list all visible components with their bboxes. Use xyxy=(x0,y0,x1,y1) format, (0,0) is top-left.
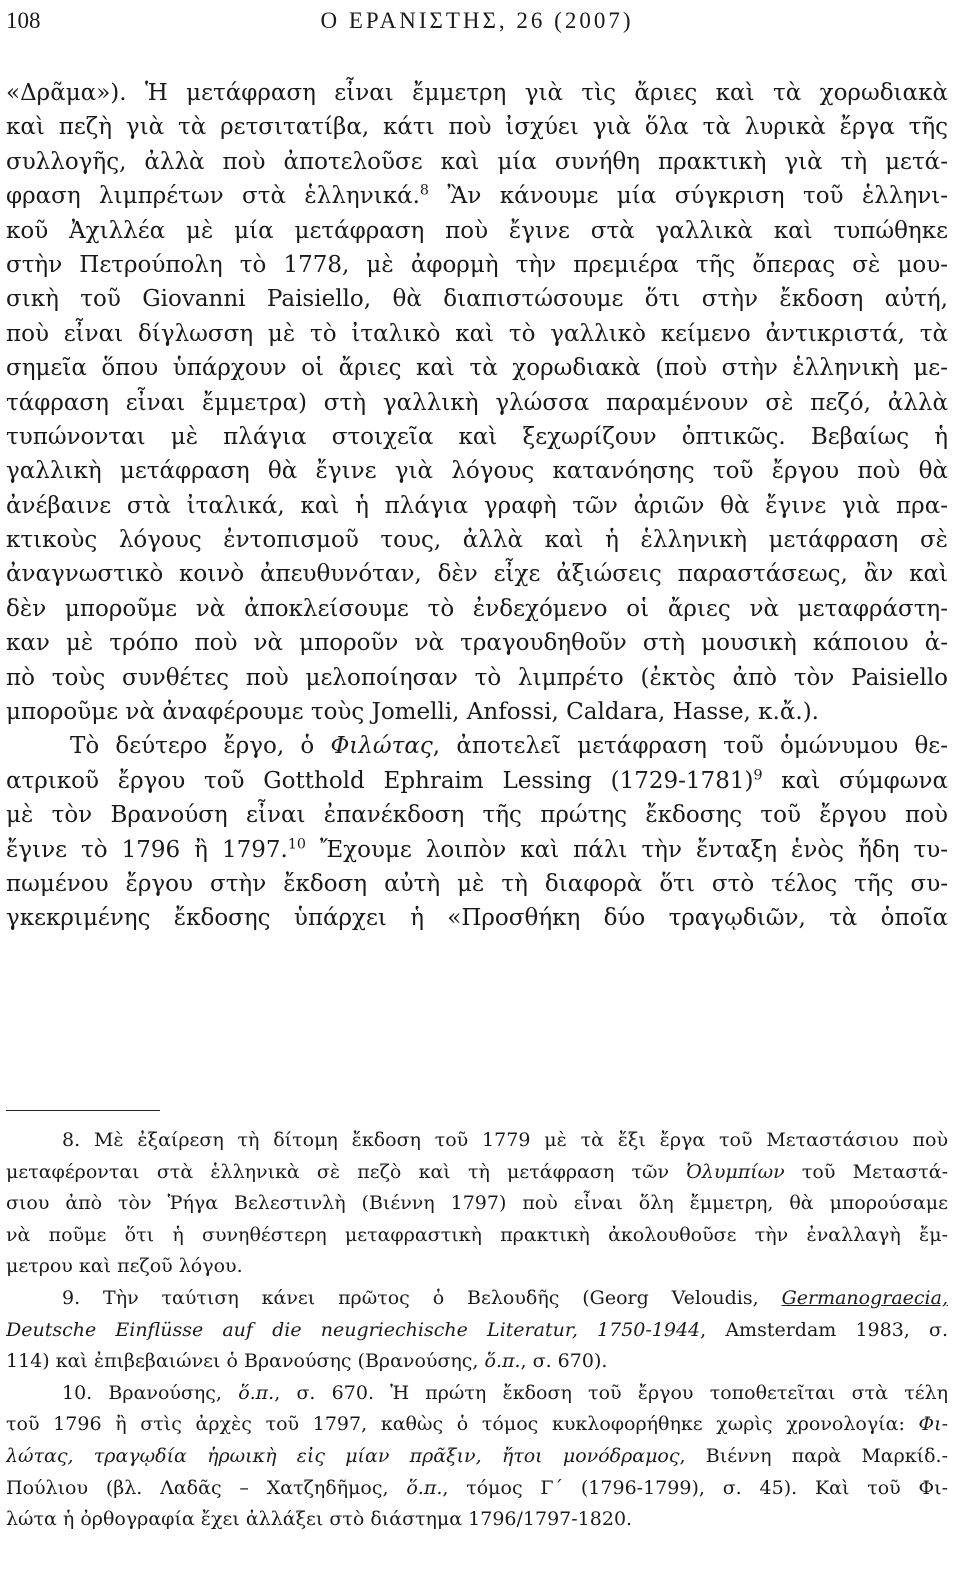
text-run: , Βιέννη παρὰ Μαρκίδ.- xyxy=(679,1444,948,1467)
body-line: κοῦ Ἀχιλλέα μὲ μία μετάφραση ποὺ ἔγινε στὰ γαλλικὰ καὶ τυπώθηκε xyxy=(6,217,948,244)
body-line: «Δρᾶμα»). Ἡ μετάφραση εἶναι ἔμμετρη γιὰ τὶς ἄριες καὶ τὰ χορωδιακὰ xyxy=(6,80,948,106)
body-line: κτικοὺς λόγους ἐντοπισμοῦ τους, ἀλλὰ καὶ ἡ ἑλληνικὴ μετάφραση σὲ xyxy=(6,527,948,554)
footnote-ref-9[interactable]: 9 xyxy=(753,767,763,784)
footnote-ref-10[interactable]: 10 xyxy=(287,835,306,852)
body-line: ποὺ εἶναι δίγλωσση μὲ τὸ ἰταλικὸ καὶ τὸ γαλλικὸ κείμενο ἀντικριστά, τὰ xyxy=(6,320,948,347)
italic-title: Ὀλυμπίων xyxy=(686,1160,785,1183)
italic-abbrev: ὅ.π. xyxy=(238,1381,275,1404)
italic-abbrev: ὅ.π. xyxy=(484,1350,521,1373)
footnote-9-line xyxy=(6,1315,948,1347)
text-run: ἔγινε τὸ 1796 ἢ 1797. xyxy=(6,836,288,863)
footnote-10-line xyxy=(6,1409,948,1441)
body-line: στὴν Πετρούπολη τὸ 1778, μὲ ἀφορμὴ τὴν πρεμιέρα τῆς ὄπερας σὲ μου- xyxy=(6,251,948,278)
journal-title: Ο ΕΡΑΝΙΣΤΗΣ, 26 (2007) xyxy=(320,8,634,33)
text-run: Τὸ δεύτερο ἔργο, ὁ xyxy=(70,733,331,760)
footnote-10-line xyxy=(6,1378,948,1410)
body-line: τάφραση εἶναι ἔμμετρα) στὴ γαλλικὴ γλώσσα παραμένουν σὲ πεζό, ἀλλὰ xyxy=(6,389,948,416)
body-line: ἀνέβαινε στὰ ἰταλικά, καὶ ἡ πλάγια γραφὴ τῶν ἀριῶν θὰ ἔγινε γιὰ πρα- xyxy=(6,492,948,519)
body-line: καὶ πεζὴ γιὰ τὰ ρετσιτατίβα, κάτι ποὺ ἰσχύει γιὰ ὅλα τὰ λυρικὰ ἔργα τῆς xyxy=(6,114,948,141)
text-run: , σ. 670. Ἡ πρώτη ἔκδοση τοῦ ἔργου τοποθετεῖται στὰ τέλη xyxy=(274,1381,948,1404)
text-run: καὶ σύμφωνα xyxy=(762,767,948,794)
footnote-8-line: 8. Μὲ ἐξαίρεση τὴ δίτομη ἔκδοση τοῦ 1779 μὲ τὰ ἔξι ἔργα τοῦ Μεταστάσιου ποὺ xyxy=(62,1129,948,1151)
text-run: Ἔχουμε λοιπὸν καὶ πάλι τὴν ἔνταξη ἑνὸς ἤδη τυ- xyxy=(305,836,948,863)
footnote-8-line: σιου ἀπὸ τὸν Ῥήγα Βελεστινλὴ (Βιέννη 1797) ποὺ εἶναι ὅλη ἔμμετρη, θὰ μπορούσαμε xyxy=(6,1192,948,1215)
text-run: 114) καὶ ἐπιβεβαιώνει ὁ Βρανούσης (Βρανούσης, xyxy=(6,1350,485,1373)
italic-title: λώτας, τραγῳδία ἡρωικὴ εἰς μίαν πρᾶξιν, ἤτοι μονόδραμος xyxy=(6,1444,680,1467)
body-line: καν μὲ τρόπο ποὺ νὰ μποροῦν νὰ τραγουδηθοῦν στὴ μουσικὴ κάποιου ἀ- xyxy=(6,630,948,657)
text-run: τοῦ Μεταστά- xyxy=(784,1160,948,1183)
text-run: ατρικοῦ ἔργου τοῦ Gotthold Ephraim Lessing (1729-1781) xyxy=(6,767,754,794)
body-line: σικὴ τοῦ Giovanni Paisiello, θὰ διαπιστώσουμε ὅτι στὴν ἔκδοση αὐτή, xyxy=(6,286,948,313)
body-line: πωμένου ἔργου στὴν ἔκδοση αὐτὴ μὲ τὴ διαφορὰ ὅτι στὸ τέλος τῆς συ- xyxy=(6,870,948,897)
text-run: τοῦ 1796 ἢ στὶς ἀρχὲς τοῦ 1797, καθὼς ὁ τόμος κυκλοφορήθηκε χωρὶς χρονολογία: xyxy=(6,1413,919,1436)
text-run: 10. Βρανούσης, xyxy=(62,1381,239,1404)
italic-title: Deutsche Einflüsse auf die neugriechische Literatur, 1750-1944 xyxy=(6,1318,701,1341)
body-line xyxy=(6,764,948,798)
footnote-9-line xyxy=(6,1283,948,1315)
text-run: μεταφέρονται στὰ ἑλληνικὰ σὲ πεζὸ καὶ τὴ μετάφραση τῶν xyxy=(6,1160,687,1183)
footnote-divider xyxy=(6,1110,160,1111)
body-line: μὲ τὸν Βρανούση εἶναι ἐπανέκδοση τῆς πρώτης ἔκδοσης τοῦ ἔργου ποὺ xyxy=(6,802,948,829)
footnote-10-line xyxy=(6,1473,948,1505)
footnote-10-line xyxy=(6,1441,948,1473)
text-run: 9. Τὴν ταύτιση κάνει πρῶτος ὁ Βελουδῆς (Georg Veloudis, xyxy=(62,1286,782,1309)
text-run: Πούλιου (βλ. Λαδᾶς – Χατζηδῆμος, xyxy=(6,1476,407,1499)
footnote-ref-8[interactable]: 8 xyxy=(419,182,429,199)
footnote-8-line: νὰ ποῦμε ὅτι ἡ συνηθέστερη μεταφραστικὴ πρακτικὴ ἀκολουθοῦσε τὴν ἐναλλαγὴ ἔμ- xyxy=(6,1223,948,1246)
body-line: ἀναγνωστικὸ κοινὸ ἀπευθυνόταν, δὲν εἶχε ἀξιώσεις παραστάσεως, ἂν καὶ xyxy=(6,561,948,588)
text-run: , τόμος Γ΄ (1796-1799), σ. 45). Καὶ τοῦ Φι- xyxy=(442,1476,948,1499)
text-run: φραση λιμπρέτων στὰ ἑλληνικά. xyxy=(6,183,420,210)
body-line xyxy=(6,833,948,867)
running-head xyxy=(6,4,948,38)
body-line xyxy=(6,179,948,213)
footnote-9-line xyxy=(6,1346,948,1378)
body-line: γαλλικὴ μετάφραση θὰ ἔγινε γιὰ λόγους κατανόησης τοῦ ἔργου ποὺ θὰ xyxy=(6,458,948,485)
text-run: Ἂν κάνουμε μία σύγκριση τοῦ ἑλληνι- xyxy=(429,183,948,210)
body-line: σημεῖα ὅπου ὑπάρχουν οἱ ἄριες καὶ τὰ χορωδιακὰ (ποὺ στὴν ἑλληνικὴ με- xyxy=(6,355,948,382)
body-line: μποροῦμε νὰ ἀναφέρουμε τοὺς Jomelli, Anfossi, Caldara, Hasse, κ.ἄ.). xyxy=(6,699,819,726)
italic-title: Φιλώτας xyxy=(330,733,433,760)
body-line xyxy=(6,729,948,763)
body-line: δὲν μποροῦμε νὰ ἀποκλείσουμε τὸ ἐνδεχόμενο οἱ ἄριες νὰ μεταφράστη- xyxy=(6,595,948,622)
text-run: , ἀποτελεῖ μετάφραση τοῦ ὁμώνυμου θε- xyxy=(432,733,948,760)
footnotes xyxy=(6,1125,948,1536)
footnote-8-line: μετρου καὶ πεζοῦ λόγου. xyxy=(6,1255,243,1278)
italic-title: Germanograecia, xyxy=(781,1286,948,1309)
body-line: τυπώνονται μὲ πλάγια στοιχεῖα καὶ ξεχωρίζουν ὀπτικῶς. Βεβαίως ἡ xyxy=(6,423,948,450)
text-run: , σ. 670). xyxy=(520,1350,608,1373)
body-line: συλλογῆς, ἀλλὰ ποὺ ἀποτελοῦσε καὶ μία συνήθη πρακτικὴ γιὰ τὴ μετά- xyxy=(6,148,948,175)
page-number: 108 xyxy=(6,8,41,33)
footnote-10-line: λώτα ἡ ὀρθογραφία ἔχει ἀλλάξει στὸ διάστημα 1796/1797-1820. xyxy=(6,1508,633,1531)
body-line: γκεκριμένης ἔκδοσης ὑπάρχει ἡ «Προσθήκη δύο τραγῳδιῶν, τὰ ὁποῖα xyxy=(6,905,948,932)
footnote-8-line xyxy=(6,1157,948,1189)
body-line: πὸ τοὺς συνθέτες ποὺ μελοποίησαν τὸ λιμπρέτο (ἐκτὸς ἀπὸ τὸν Paisiello xyxy=(6,664,948,691)
body-text xyxy=(6,76,948,936)
italic-title: Φι- xyxy=(918,1413,948,1436)
text-run: , Amsterdam 1983, σ. xyxy=(700,1318,948,1341)
italic-abbrev: ὅ.π. xyxy=(406,1476,443,1499)
